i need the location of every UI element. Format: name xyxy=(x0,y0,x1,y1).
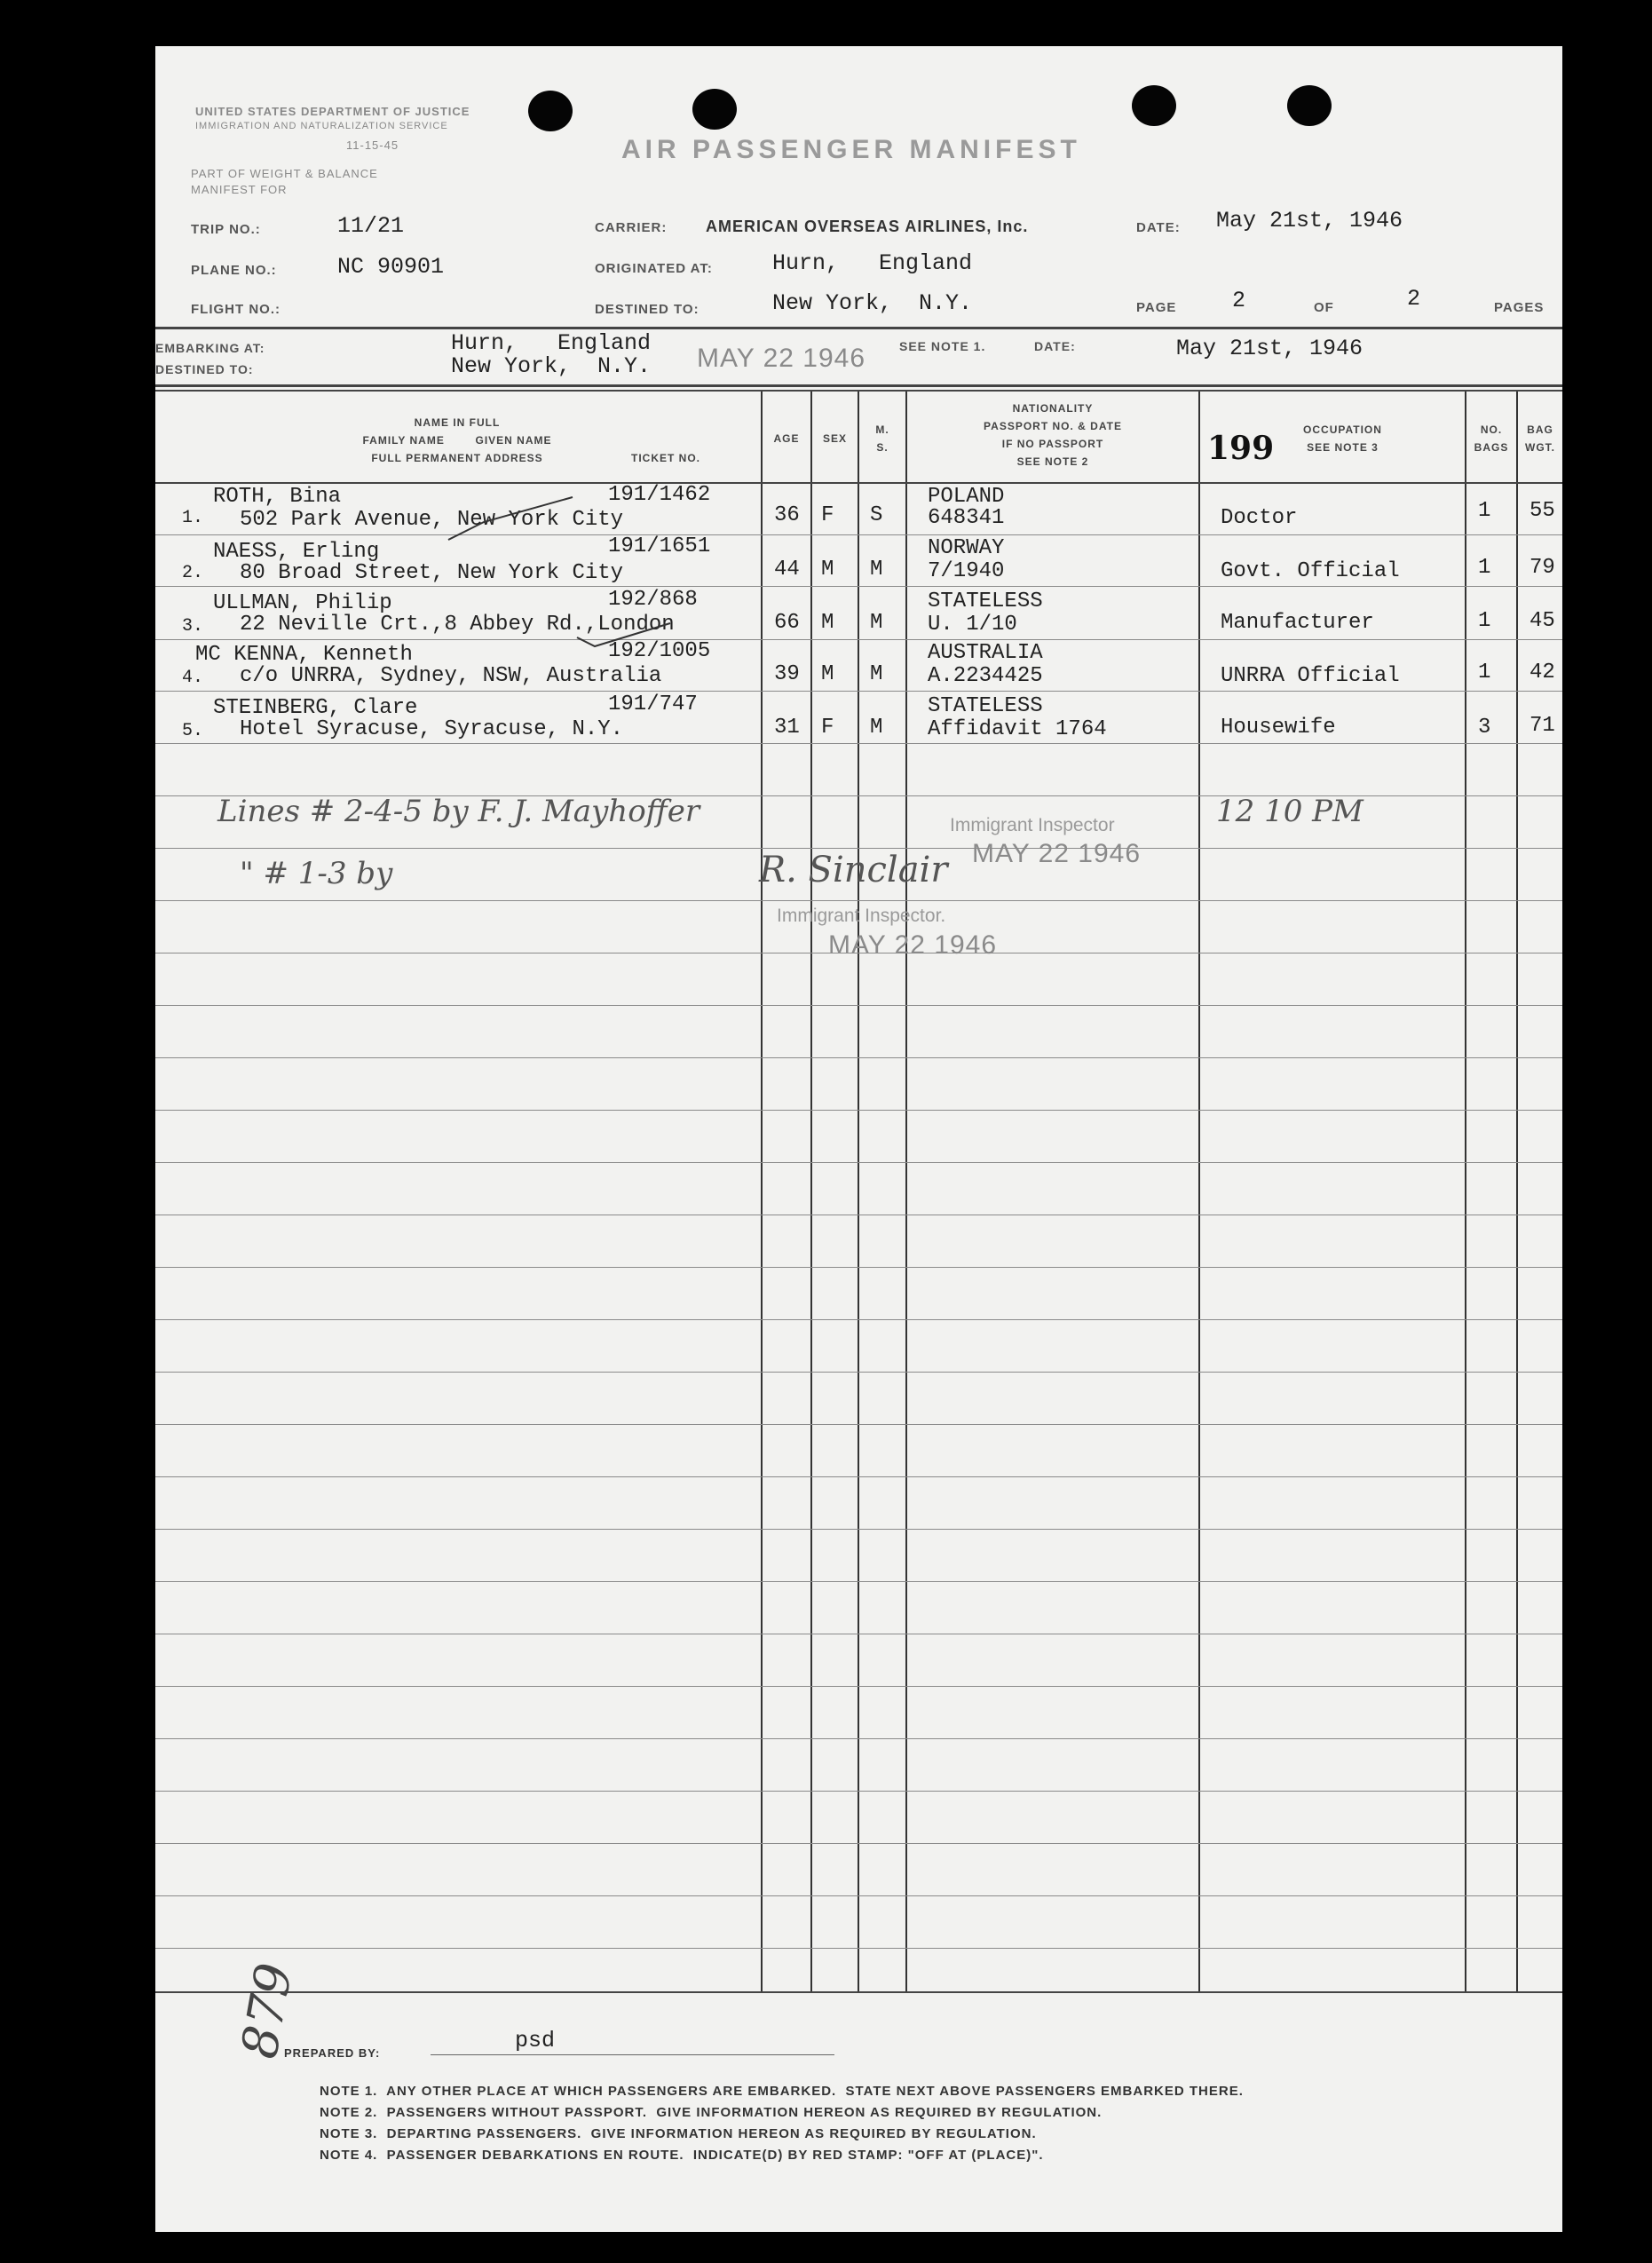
age: 66 xyxy=(774,611,800,635)
row-line xyxy=(155,1110,1562,1111)
occupation: Manufacturer xyxy=(1221,611,1374,635)
row-line xyxy=(155,1686,1562,1687)
passenger-address: Hotel Syracuse, Syracuse, N.Y. xyxy=(240,717,624,741)
inspector-label-2: Immigrant Inspector. xyxy=(777,906,946,926)
nationality: STATELESS xyxy=(928,589,1043,613)
note-3: NOTE 3. DEPARTING PASSENGERS. GIVE INFORMATION HEREON AS REQUIRED BY REGULATION. xyxy=(320,2126,1037,2141)
header-divider xyxy=(155,482,1562,484)
col-sex: SEX xyxy=(822,432,847,445)
column-divider xyxy=(1465,392,1466,1991)
carrier-value: AMERICAN OVERSEAS AIRLINES, Inc. xyxy=(706,218,1029,235)
col-ticket: TICKET NO. xyxy=(631,452,700,464)
occupation: Doctor xyxy=(1221,506,1298,530)
punch-hole xyxy=(1132,85,1176,126)
col-nationality: NATIONALITY PASSPORT NO. & DATE IF NO PASSPORT SEE NOTE 2 xyxy=(984,402,1122,468)
manifest-for-label: MANIFEST FOR xyxy=(191,183,288,196)
divider xyxy=(155,384,1562,387)
row-line xyxy=(155,1057,1562,1058)
sex: F xyxy=(821,716,834,740)
punch-hole xyxy=(692,89,737,130)
manifest-page xyxy=(155,46,1562,2232)
inspector-label-1: Immigrant Inspector xyxy=(950,815,1115,835)
date-label: DATE: xyxy=(1136,220,1181,235)
row-line xyxy=(155,586,1562,587)
age: 36 xyxy=(774,503,800,527)
row-line xyxy=(155,1372,1562,1373)
originated-value: Hurn, England xyxy=(772,250,973,276)
embark-date-value: May 21st, 1946 xyxy=(1176,336,1363,361)
passport: A.2234425 xyxy=(928,664,1043,688)
bag-weight: 79 xyxy=(1529,556,1555,580)
row-line xyxy=(155,534,1562,535)
column-divider xyxy=(810,392,812,1991)
row-line xyxy=(155,743,1562,744)
column-divider xyxy=(1198,392,1200,1991)
bags: 3 xyxy=(1478,716,1491,740)
row-line xyxy=(155,1476,1562,1477)
row-line xyxy=(155,1529,1562,1530)
col-name-line1: NAME IN FULL xyxy=(414,416,501,429)
marital-status: M xyxy=(870,662,883,686)
handwritten-lines-note-2: " # 1-3 by xyxy=(240,856,393,891)
agency-subname: IMMIGRATION AND NATURALIZATION SERVICE xyxy=(195,121,448,131)
occupation: Housewife xyxy=(1221,716,1336,740)
row-number: 5. xyxy=(182,721,204,741)
destined-to-label: DESTINED TO: xyxy=(155,362,254,376)
row-line xyxy=(155,1843,1562,1844)
plane-value: NC 90901 xyxy=(337,254,445,280)
carrier-label: CARRIER: xyxy=(595,220,668,235)
column-divider xyxy=(905,392,907,1991)
margin-number: 879 xyxy=(231,1958,304,2063)
date-value: May 21st, 1946 xyxy=(1216,208,1403,233)
row-number: 3. xyxy=(182,616,204,637)
of-label: OF xyxy=(1314,300,1334,315)
col-bags: NO. BAGS xyxy=(1474,423,1509,454)
col-age: AGE xyxy=(773,432,800,445)
agency-name: UNITED STATES DEPARTMENT OF JUSTICE xyxy=(195,105,470,118)
sex: M xyxy=(821,662,834,686)
row-line xyxy=(155,639,1562,640)
marital-status: M xyxy=(870,716,883,740)
inspector-signature: R. Sinclair xyxy=(759,850,948,890)
ticket-number: 191/1651 xyxy=(608,534,711,558)
punch-hole xyxy=(528,91,573,131)
sheet-number: 199 xyxy=(1207,430,1275,467)
row-line xyxy=(155,691,1562,692)
column-divider xyxy=(761,392,763,1991)
see-note-label: SEE NOTE 1. xyxy=(899,339,986,353)
occupation: UNRRA Official xyxy=(1221,664,1400,688)
nationality: POLAND xyxy=(928,485,1005,509)
row-line xyxy=(155,1581,1562,1582)
page-label: PAGE xyxy=(1136,300,1177,315)
ticket-number: 192/868 xyxy=(608,588,698,612)
passport: 7/1940 xyxy=(928,559,1005,583)
prepared-by-label: PREPARED BY: xyxy=(284,2046,381,2060)
note-1: NOTE 1. ANY OTHER PLACE AT WHICH PASSENGERS ARE EMBARKED. STATE NEXT ABOVE PASSENGERS EMBARKED THERE. xyxy=(320,2084,1244,2099)
embarking-value: Hurn, England xyxy=(451,330,652,356)
passport: 648341 xyxy=(928,506,1005,530)
ticket-number: 191/1462 xyxy=(608,483,711,507)
table-bottom xyxy=(155,1991,1562,1993)
date-stamp-2: MAY 22 1946 xyxy=(828,930,998,960)
column-divider xyxy=(858,392,859,1991)
row-number: 2. xyxy=(182,563,204,583)
passenger-name: ROTH, Bina xyxy=(213,485,342,509)
row-line xyxy=(155,1424,1562,1425)
row-line xyxy=(155,1895,1562,1896)
bags: 1 xyxy=(1478,556,1491,580)
bag-weight: 45 xyxy=(1529,609,1555,633)
originated-label: ORIGINATED AT: xyxy=(595,261,713,276)
col-marital-status: M. S. xyxy=(875,423,889,454)
age: 31 xyxy=(774,716,800,740)
sex: F xyxy=(821,503,834,527)
embarking-label: EMBARKING AT: xyxy=(155,341,265,355)
page-number: 2 xyxy=(1232,288,1246,313)
form-date: 11-15-45 xyxy=(346,138,399,152)
marital-status: M xyxy=(870,611,883,635)
row-line xyxy=(155,1319,1562,1320)
trip-label: TRIP NO.: xyxy=(191,222,261,237)
col-name-line3: FULL PERMANENT ADDRESS xyxy=(371,452,543,464)
age: 39 xyxy=(774,662,800,686)
note-4: NOTE 4. PASSENGER DEBARKATIONS EN ROUTE. INDICATE(D) BY RED STAMP: "OFF AT (PLACE)". xyxy=(320,2148,1044,2163)
passport: Affidavit 1764 xyxy=(928,717,1107,741)
handwritten-time: 12 10 PM xyxy=(1216,794,1363,829)
passenger-address: 502 Park Avenue, New York City xyxy=(240,508,624,532)
nationality: NORWAY xyxy=(928,536,1005,560)
age: 44 xyxy=(774,558,800,582)
destined-value: New York, N.Y. xyxy=(772,290,973,316)
sex: M xyxy=(821,611,834,635)
page-total: 2 xyxy=(1407,286,1421,312)
passenger-name: STEINBERG, Clare xyxy=(213,696,418,720)
row-line xyxy=(155,1948,1562,1949)
passenger-address: 22 Neville Crt.,8 Abbey Rd.,London xyxy=(240,613,675,637)
bag-weight: 42 xyxy=(1529,661,1555,684)
passenger-address: 80 Broad Street, New York City xyxy=(240,561,624,585)
passenger-address: c/o UNRRA, Sydney, NSW, Australia xyxy=(240,664,662,688)
flight-label: FLIGHT NO.: xyxy=(191,302,281,317)
check-marks xyxy=(404,437,759,703)
passenger-name: MC KENNA, Kenneth xyxy=(195,643,413,667)
prepared-by-line xyxy=(431,2054,834,2055)
row-number: 1. xyxy=(182,508,204,528)
date-stamp-1: MAY 22 1946 xyxy=(972,839,1142,868)
pages-label: PAGES xyxy=(1494,300,1545,315)
handwritten-lines-note: Lines # 2-4-5 by F. J. Mayhoffer xyxy=(217,794,700,829)
bag-weight: 55 xyxy=(1529,499,1555,523)
divider xyxy=(155,327,1562,329)
note-2: NOTE 2. PASSENGERS WITHOUT PASSPORT. GIVE INFORMATION HEREON AS REQUIRED BY REGULATION. xyxy=(320,2105,1103,2120)
prepared-by-value: psd xyxy=(515,2028,556,2053)
ticket-number: 192/1005 xyxy=(608,639,711,663)
marital-status: M xyxy=(870,558,883,582)
column-divider xyxy=(1516,392,1518,1991)
nationality: AUSTRALIA xyxy=(928,641,1043,665)
row-line xyxy=(155,848,1562,849)
trip-value: 11/21 xyxy=(337,213,405,239)
row-line xyxy=(155,1267,1562,1268)
col-bag-weight: BAG WGT. xyxy=(1525,423,1555,454)
destined-label: DESTINED TO: xyxy=(595,302,700,317)
row-line xyxy=(155,1005,1562,1006)
bag-weight: 71 xyxy=(1529,714,1555,738)
punch-hole xyxy=(1287,85,1332,126)
page-title: AIR PASSENGER MANIFEST xyxy=(621,135,1081,164)
passenger-name: ULLMAN, Philip xyxy=(213,591,392,615)
row-line xyxy=(155,1738,1562,1739)
embark-date-label: DATE: xyxy=(1034,339,1076,353)
bags: 1 xyxy=(1478,609,1491,633)
bags: 1 xyxy=(1478,661,1491,684)
row-line xyxy=(155,900,1562,901)
bags: 1 xyxy=(1478,499,1491,523)
occupation: Govt. Official xyxy=(1221,559,1400,583)
passport: U. 1/10 xyxy=(928,613,1017,637)
row-line xyxy=(155,1162,1562,1163)
arrival-stamp: MAY 22 1946 xyxy=(697,344,866,373)
nationality: STATELESS xyxy=(928,694,1043,718)
marital-status: S xyxy=(870,503,883,527)
destined-to-value: New York, N.Y. xyxy=(451,353,652,379)
part-of-label: PART OF WEIGHT & BALANCE xyxy=(191,167,378,180)
col-occupation: OCCUPATION SEE NOTE 3 xyxy=(1303,423,1382,454)
row-number: 4. xyxy=(182,668,204,688)
plane-label: PLANE NO.: xyxy=(191,263,277,278)
row-line xyxy=(155,1791,1562,1792)
passenger-name: NAESS, Erling xyxy=(213,540,380,564)
ticket-number: 191/747 xyxy=(608,692,698,716)
col-name-line2: FAMILY NAME GIVEN NAME xyxy=(362,434,552,447)
sex: M xyxy=(821,558,834,582)
